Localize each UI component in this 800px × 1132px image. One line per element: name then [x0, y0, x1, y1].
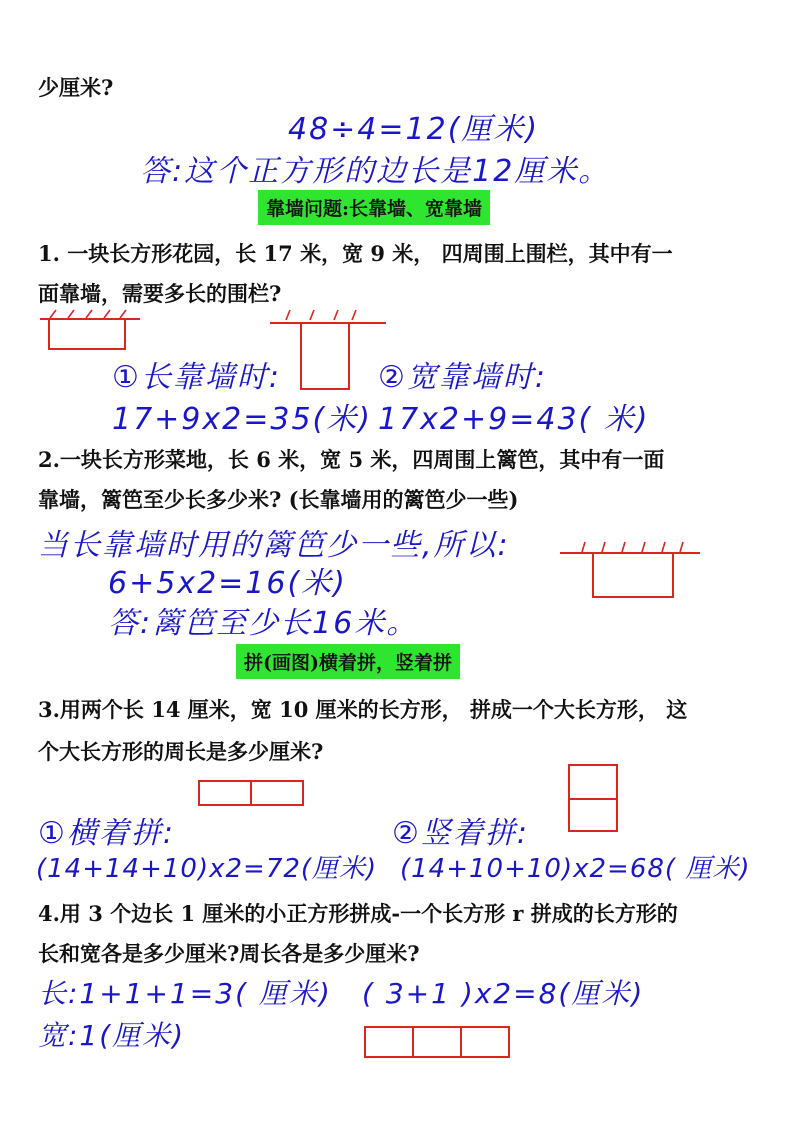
square-1 [364, 1026, 414, 1058]
q1-case2-calc: 17x2+9=43( 米) [378, 402, 650, 437]
wall-hatch [282, 308, 362, 322]
rectangle-left [198, 780, 252, 806]
q2-answer: 答:篱笆至少长16米。 [108, 606, 419, 641]
q4-text-line2: 长和宽各是多少厘米?周长各是多少厘米? [38, 941, 420, 966]
garden-rectangle [48, 318, 126, 350]
rectangle-right [250, 780, 304, 806]
q1-case1-label: ①长靠墙时: [112, 360, 282, 395]
intro-answer: 答:这个正方形的边长是12厘米。 [140, 154, 611, 189]
garden-rectangle [300, 322, 350, 390]
q4-text-line1: 4.用 3 个边长 1 厘米的小正方形拼成-一个长方形 r 拼成的长方形的 [38, 901, 678, 926]
section-heading-combine: 拼(画图)横着拼，竖着拼 [236, 644, 460, 679]
q4-perimeter: ( 3+1 )x2=8(厘米) [362, 977, 645, 1010]
square-2 [412, 1026, 462, 1058]
q2-text-line2: 靠墙，篱笆至少长多少米? (长靠墙用的篱笆少一些) [38, 487, 519, 512]
q1-text-line2: 面靠墙，需要多长的围栏? [38, 281, 282, 306]
q2-text-line1: 2.一块长方形菜地，长 6 米，宽 5 米，四周围上篱笆，其中有一面 [38, 447, 665, 472]
q1-case2-label: ②宽靠墙时: [378, 360, 548, 395]
q3-calc-horizontal: (14+14+10)x2=72(厘米) [36, 854, 378, 884]
vegetable-plot-rectangle [592, 552, 674, 598]
intro-calc: 48÷4=12(厘米) [288, 112, 540, 147]
q3-case1-label: ①横着拼: [38, 816, 176, 851]
q1-text-line1: 1. 一块长方形花园，长 17 米，宽 9 米， 四周围上围栏，其中有一 [38, 241, 673, 266]
q2-calc: 6+5x2=16(米) [108, 566, 347, 601]
q2-reason: 当长靠墙时用的篱笆少一些,所以: [38, 528, 510, 563]
q3-text-line2: 个大长方形的周长是多少厘米? [38, 739, 324, 764]
square-3 [460, 1026, 510, 1058]
intro-line: 少厘米? [38, 75, 114, 100]
q4-length: 长:1+1+1=3( 厘米) [38, 977, 332, 1010]
rectangle-top [568, 764, 618, 800]
q3-text-line1: 3.用两个长 14 厘米，宽 10 厘米的长方形， 拼成一个大长方形， 这 [38, 697, 688, 722]
rectangle-bottom [568, 798, 618, 832]
q1-case1-calc: 17+9x2=35(米) [112, 402, 372, 437]
section-heading-wall: 靠墙问题:长靠墙、宽靠墙 [258, 190, 490, 225]
q3-calc-vertical: (14+10+10)x2=68( 厘米) [400, 854, 751, 884]
q3-case2-label: ②竖着拼: [392, 816, 530, 851]
q4-width: 宽:1(厘米) [38, 1019, 186, 1052]
